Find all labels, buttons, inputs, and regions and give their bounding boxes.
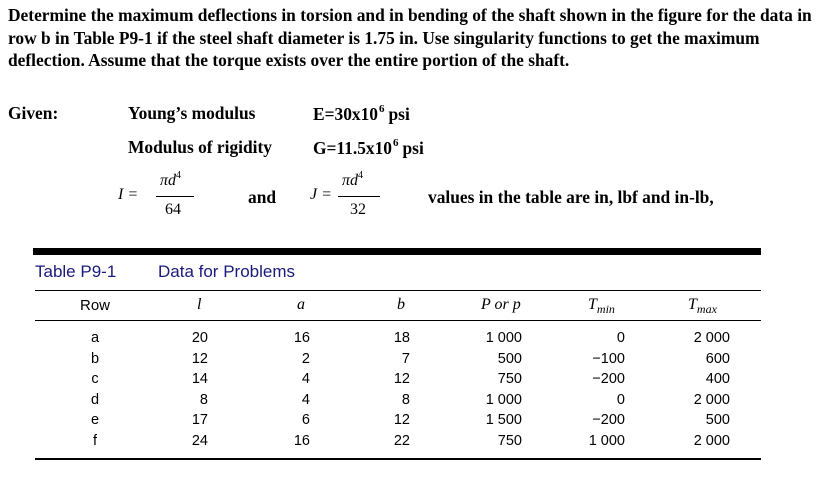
cell-tmin: −100 xyxy=(592,350,625,367)
youngs-modulus xyxy=(128,103,410,124)
cell-p: 1 500 xyxy=(485,412,522,429)
table-caption: Data for Problems xyxy=(158,262,295,281)
cell-row: d xyxy=(90,391,100,408)
youngs-modulus-value: $E=30x10^6$ psi xyxy=(313,103,410,124)
table-top-rule xyxy=(33,248,761,255)
header-a: a xyxy=(297,296,305,313)
cell-tmin: 0 xyxy=(616,330,625,346)
cell-b: 12 xyxy=(393,412,410,429)
cell-tmax: 2 000 xyxy=(693,330,730,346)
units-note: values in the table are in, lbf and in-lb, xyxy=(428,187,714,207)
given-label: Given: xyxy=(8,103,59,123)
table-header-bottom-rule xyxy=(35,320,761,321)
rigidity-name: Modulus of rigidity xyxy=(128,137,272,157)
header-b: b xyxy=(397,296,405,313)
formula-polar-moment: J = $\pi d^4$ 32 xyxy=(310,170,400,230)
cell-tmin: −200 xyxy=(592,412,625,429)
cell-l: 14 xyxy=(191,371,208,388)
cell-a: 4 xyxy=(301,391,310,408)
cell-tmax: 500 xyxy=(705,412,730,429)
formula-moment-of-inertia: I = $\pi d^4$ 64 xyxy=(118,170,208,230)
rigidity-value: $G=11.5x10^6$ psi xyxy=(313,137,424,158)
cell-p: 750 xyxy=(497,371,522,388)
modulus-of-rigidity xyxy=(128,137,424,158)
youngs-modulus-name: Young’s modulus xyxy=(128,103,256,123)
cell-l: 12 xyxy=(191,350,208,367)
cell-b: 8 xyxy=(401,391,410,408)
header-tmin: $T_{min}$ xyxy=(588,296,615,316)
cell-tmin: −200 xyxy=(592,371,625,388)
cell-row: e xyxy=(90,412,100,429)
cell-a: 4 xyxy=(301,371,310,388)
cell-l: 17 xyxy=(191,412,208,429)
cell-b: 22 xyxy=(393,433,410,449)
cell-p: 750 xyxy=(497,433,522,449)
cell-row: f xyxy=(92,433,98,449)
cell-p: 1 000 xyxy=(485,391,522,408)
cell-row: c xyxy=(91,371,99,388)
cell-b: 12 xyxy=(393,371,410,388)
cell-tmax: 400 xyxy=(705,371,730,388)
cell-tmax: 600 xyxy=(705,350,730,367)
cell-l: 24 xyxy=(191,433,208,449)
header-p: P or p xyxy=(481,296,521,313)
cell-a: 6 xyxy=(301,412,310,429)
problem-statement: Determine the maximum deflections in torsion and in bending of the shaft shown in the figure for the data in row b in Table P9-1 if the steel shaft diameter is 1.75 in. Use singularity functions to get the maximum deflection. Assume that the torque exists over the entire portion of the shaft. xyxy=(8,5,812,70)
header-row: Row xyxy=(80,297,111,314)
cell-b: 7 xyxy=(401,350,410,367)
cell-l: 20 xyxy=(191,330,208,346)
cell-p: 1 000 xyxy=(485,330,522,346)
cell-tmin: 1 000 xyxy=(588,433,625,449)
table-header-top-rule xyxy=(35,290,761,291)
table-bottom-rule xyxy=(35,458,761,460)
cell-tmin: 0 xyxy=(616,391,625,408)
and-text: and xyxy=(248,187,277,207)
cell-a: 16 xyxy=(293,330,310,346)
header-l: l xyxy=(197,296,202,313)
cell-l: 8 xyxy=(199,391,208,408)
cell-row: b xyxy=(90,350,100,367)
cell-tmax: 2 000 xyxy=(693,391,730,408)
cell-tmax: 2 000 xyxy=(693,433,730,449)
cell-b: 18 xyxy=(393,330,410,346)
cell-a: 2 xyxy=(301,350,310,367)
cell-row: a xyxy=(90,330,100,346)
table-label: Table P9-1 xyxy=(35,262,117,281)
cell-p: 500 xyxy=(497,350,522,367)
header-tmax: $T_{max}$ xyxy=(688,296,717,316)
cell-a: 16 xyxy=(293,433,310,449)
